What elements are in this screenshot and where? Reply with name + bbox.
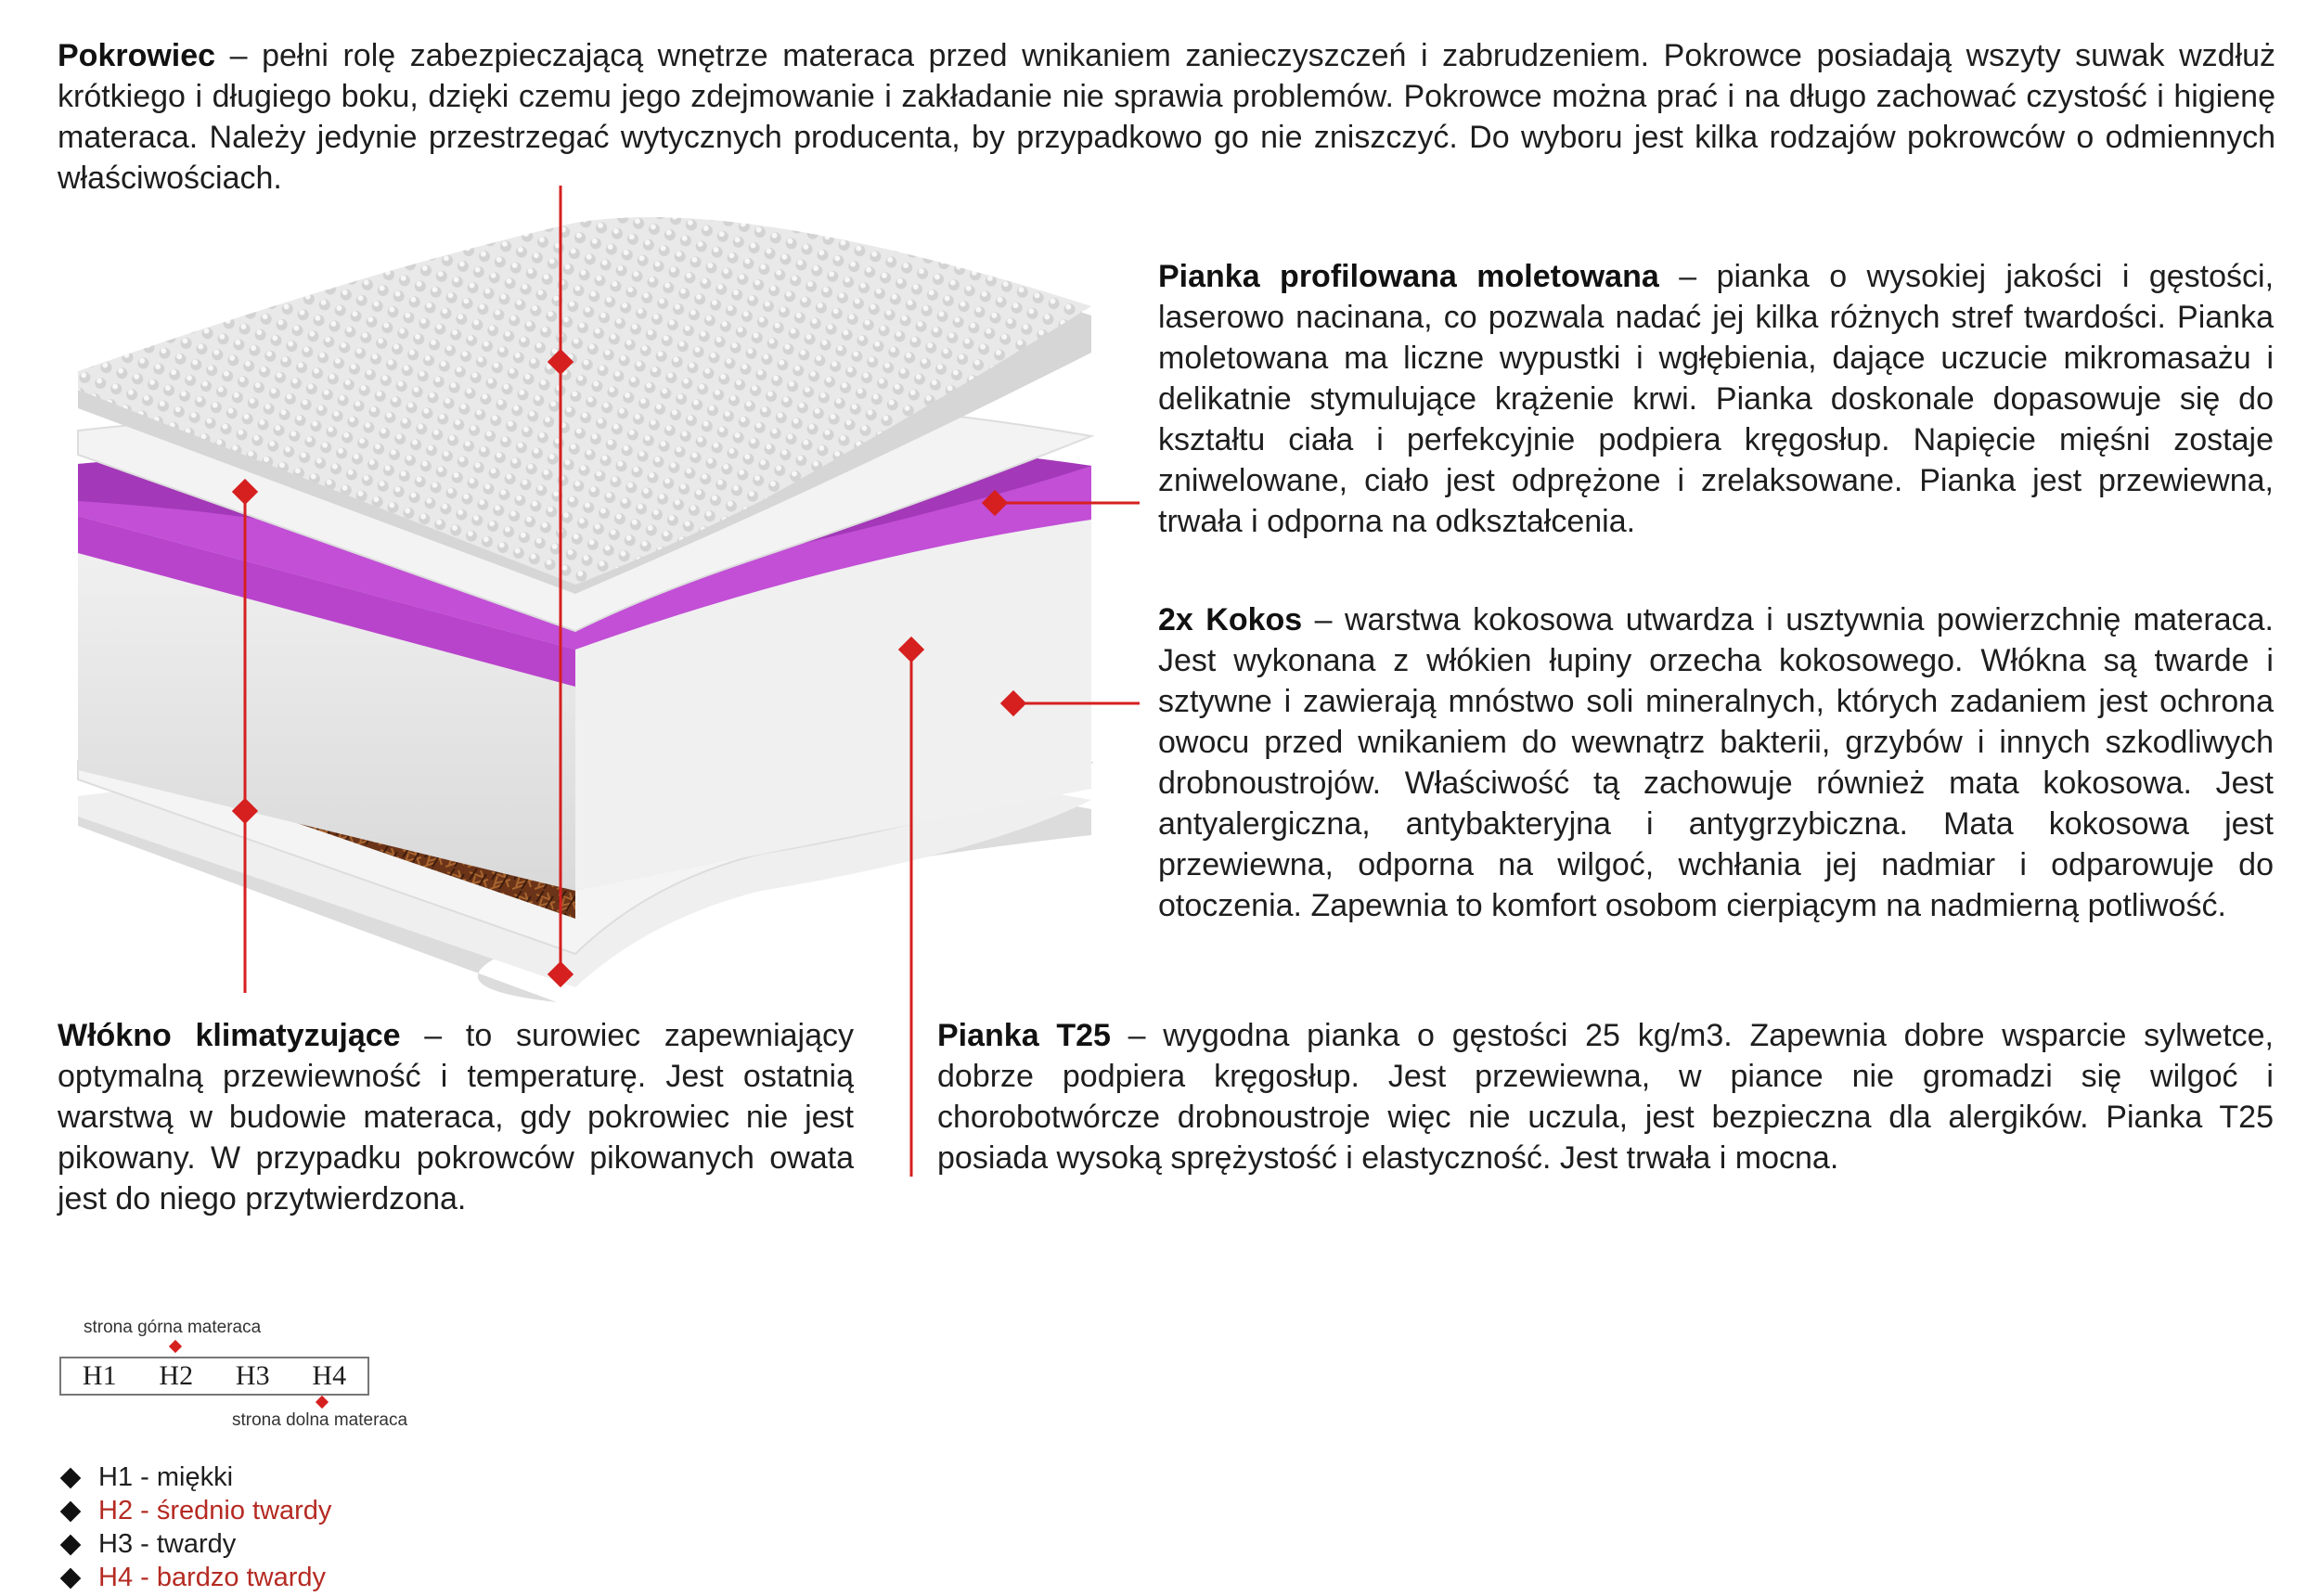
scale-h2: H2	[159, 1360, 194, 1391]
t25-foam-title: Pianka T25	[937, 1018, 1111, 1053]
scale-bottom-caption: strona dolna materaca	[232, 1410, 408, 1430]
fiber-text: – to surowiec zapewniający optymalną przewiewność i temperaturę. Jest ostatnią warstwą w budowie materaca, gdy pokrowiec nie jest pikowany. W przypadku pokrowców pikowanych owata jest do niego przytwierdzona.	[58, 1018, 854, 1216]
legend-h4: H4 - bardzo twardy	[63, 1563, 326, 1593]
legend-h2: H2 - średnio twardy	[63, 1496, 331, 1526]
scale-h4: H4	[312, 1360, 347, 1391]
scale-h3: H3	[235, 1360, 270, 1391]
t25-foam-text: – wygodna pianka o gęstości 25 kg/m3. Zapewnia dobre wsparcie sylwetce, dobrze podpiera kręgosłup. Jest przewiewna, w piance nie gromadzi się wilgoć i chorobotwórcze drobnoustroje więc nie uczula, jest bezpieczna dla alergików. Pianka T25 posiada wysoką sprężystość i elastyczność. Jest trwała i mocna.	[937, 1018, 2274, 1176]
scale-h1: H1	[82, 1360, 117, 1391]
coconut-text: – warstwa kokosowa utwardza i usztywnia powierzchnię materaca. Jest wykonana z włókien łupiny orzecha kokosowego. Włókna są twarde i sztywne i zawierają mnóstwo soli mineralnych, których zadaniem jest ochrona owocu przed wnikaniem do wewnątrz bakterii, grzybów i innych szkodliwych drobnoustrojów. Właściwość tą zachowuje również mata kokosowa. Jest antyalergiczna, antybakteryjna i antygrzybiczna. Mata kokosowa jest przewiewna, odporna na wilgoć, wchłania jej nadmiar i odparowuje do otoczenia. Zapewnia to komfort osobom cierpiącym na nadmierną potliwość.	[1158, 602, 2274, 923]
diamond-bullet-icon	[60, 1467, 82, 1488]
cover-title: Pokrowiec	[58, 38, 216, 73]
legend-h1: H1 - miękki	[63, 1462, 233, 1493]
legend-h3: H3 - twardy	[63, 1529, 236, 1560]
scale-top-caption: strona górna materaca	[84, 1318, 262, 1337]
hardness-scale	[59, 1357, 369, 1396]
diamond-bullet-icon	[60, 1534, 82, 1555]
cover-text: – pełni rolę zabezpieczającą wnętrze materaca przed wnikaniem zanieczyszczeń i zabrudzeniem. Pokrowce posiadają wszyty suwak wzdłuż krótkiego i długiego boku, dzięki czemu jego zdejmowanie i zakładanie nie sprawia problemów. Pokrowce można prać i na długo zachować czystość i higienę materaca. Należy jedynie przestrzegać wytycznych producenta, by przypadkowo go nie zniszczyć. Do wyboru jest kilka rodzajów pokrowców o odmiennych właściwościach.	[58, 38, 2275, 196]
profiled-foam-text: – pianka o wysokiej jakości i gęstości, laserowo nacinana, co pozwala nadać jej kilka różnych stref twardości. Pianka moletowana ma liczne wypustki i wgłębienia, dające uczucie mikromasażu i delikatnie stymulujące krążenie krwi. Pianka doskonale dopasowuje się do kształtu ciała i perfekcyjnie podpiera kręgosłup. Napięcie mięśni zostaje zniwelowane, ciało jest odprężone i zrelaksowane. Pianka jest przewiewna, trwała i odporna na odkształcenia.	[1158, 259, 2275, 539]
fiber-title: Włókno klimatyzujące	[58, 1018, 401, 1053]
coconut-title: 2x Kokos	[1158, 602, 1303, 637]
diamond-bullet-icon	[60, 1500, 82, 1522]
diamond-bullet-icon	[60, 1567, 82, 1589]
profiled-foam-title: Pianka profilowana moletowana	[1158, 259, 1659, 294]
